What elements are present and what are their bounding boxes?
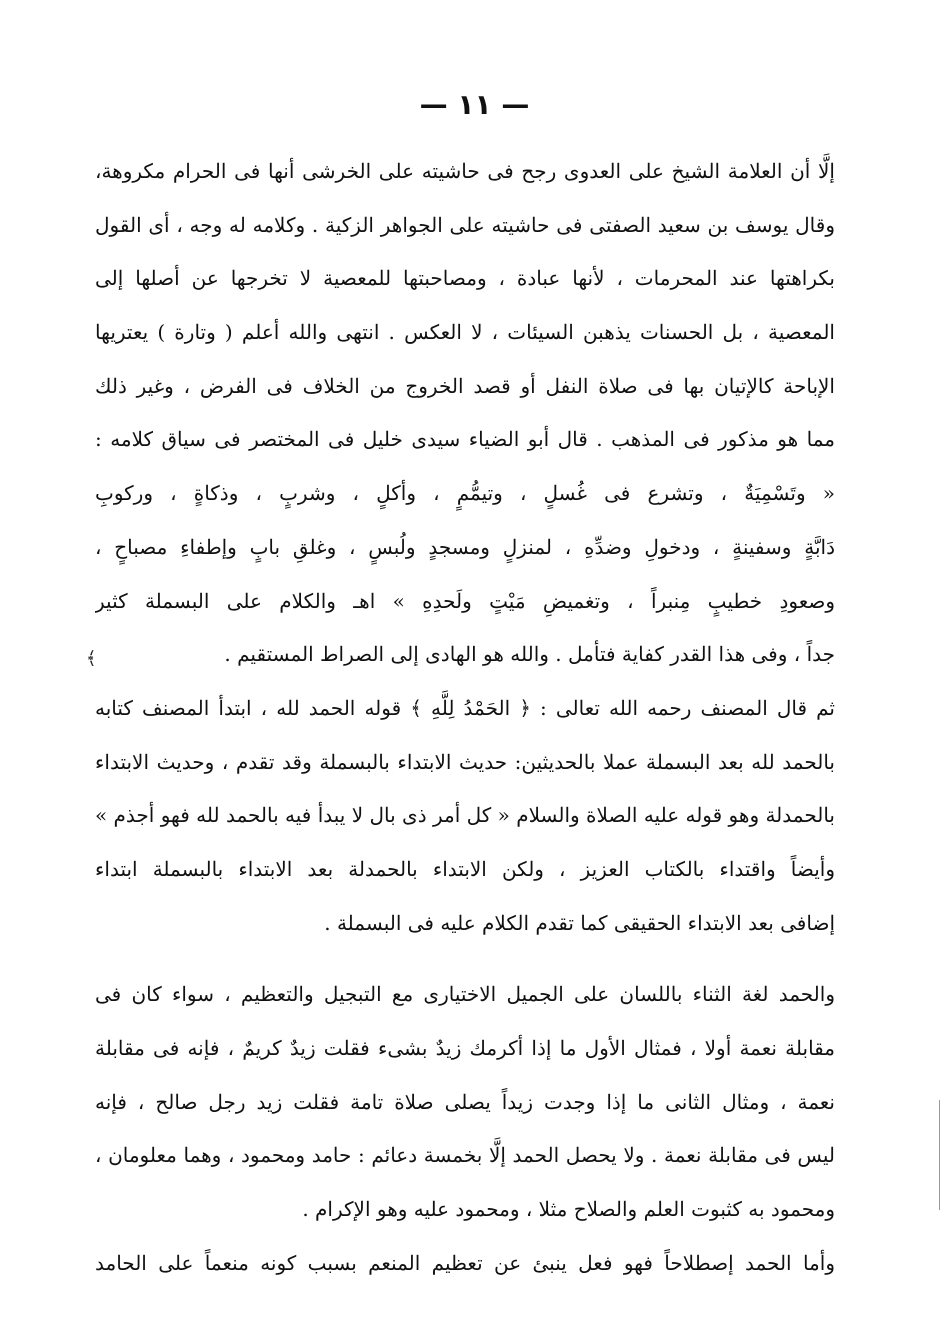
margin-mark: ﴾ <box>86 648 97 669</box>
text-line: بكراهتها عند المحرمات ، لأنها عبادة ، ومصاحبتها للمعصية لا تخرجها عن أصلها إلى <box>95 266 835 291</box>
text-line: « وتَسْمِيَةٌ ، وتشرع فى غُسلٍ ، وتيمُّمٍ ، وأكلٍ ، وشربٍ ، وذكاةٍ ، وركوبِ <box>95 481 835 506</box>
text-line: بالحمدلة وهو قوله عليه الصلاة والسلام « كل أمر ذى بال لا يبدأ فيه بالحمد لله فهو أجذم » <box>95 803 835 828</box>
text-line: ليس فى مقابلة نعمة . ولا يحصل الحمد إلَّا بخمسة دعائم : حامد ومحمود ، وهما معلومان ، <box>95 1143 835 1168</box>
text-line: ثم قال المصنف رحمه الله تعالى : ﴿ الحَمْدُ لِلَّهِ ﴾ قوله الحمد لله ، ابتدأ المصنف كتابه <box>95 695 835 720</box>
text-line: نعمة ، ومثال الثانى ما إذا وجدت زيداً يصلى صلاة تامة فقلت زيد رجل صالح ، فإنه <box>95 1089 835 1114</box>
text-line: بالحمد لله بعد البسملة عملا بالحديثين: حديث الابتداء بالبسملة وقد تقدم ، وحديث الابتداء <box>95 749 835 774</box>
text-line: إلَّا أن العلامة الشيخ على العدوى رجح فى حاشيته على الخرشى أنها فى الحرام مكروهة، <box>95 159 835 183</box>
text-line: مما هو مذكور فى المذهب . قال أبو الضياء سيدى خليل فى المختصر فى سياق كلامه : <box>95 427 835 452</box>
paragraph-gap <box>95 950 835 968</box>
body-text <box>95 145 835 1290</box>
paragraph <box>95 1237 835 1291</box>
paragraph <box>95 145 835 682</box>
text-line: جداً ، وفى هذا القدر كفاية فتأمل . والله هو الهادى إلى الصراط المستقيم . <box>224 642 835 667</box>
text-line: وقال يوسف بن سعيد الصفتى فى حاشيته على الجواهر الزكية . وكلامه له وجه ، أى القول <box>95 212 835 237</box>
text-line: مقابلة نعمة أولا ، فمثال الأول ما إذا أكرمك زيدٌ بشىء فقلت زيدٌ كريمٌ ، فإنه فى مقابلة <box>95 1036 835 1060</box>
text-line: دَابَّةٍ وسفينةٍ ، ودخولِ وضدِّهِ ، لمنزلٍ ومسجدٍ ولُبسٍ ، وغلقِ بابٍ وإطفاءِ مصباحٍ ، <box>95 534 835 559</box>
page-number: — ١١ — <box>419 88 530 121</box>
scan-edge-line <box>939 1100 940 1210</box>
text-line: وأما الحمد إصطلاحاً فهو فعل ينبئ عن تعظيم المنعم بسبب كونه منعماً على الحامد <box>95 1250 835 1275</box>
text-line: الإباحة كالإتيان بها فى صلاة النفل أو قصد الخروج من الخلاف فى الفرض ، وغير ذلك <box>95 373 835 398</box>
paragraph <box>95 968 835 1236</box>
text-line: إضافى بعد الابتداء الحقيقى كما تقدم الكلام عليه فى البسملة . <box>324 910 835 935</box>
text-line: وأيضاً واقتداء بالكتاب العزيز ، ولكن الابتداء بالحمدلة بعد الابتداء بالبسملة ابتداء <box>95 856 835 881</box>
text-line: وصعودِ خطيبٍ مِنبراً ، وتغميضِ مَيْتٍ ولَحدِهِ » اهـ والكلام على البسملة كثير <box>95 588 835 613</box>
text-line: المعصية ، بل الحسنات يذهبن السيئات ، لا العكس . انتهى والله أعلم ( وتارة ) يعتريها <box>95 320 835 345</box>
text-line: ومحمود به كثبوت العلم والصلاح مثلا ، ومحمود عليه وهو الإكرام . <box>302 1197 835 1222</box>
paragraph <box>95 682 835 950</box>
text-line: والحمد لغة الثناء باللسان على الجميل الاختيارى مع التبجيل والتعظيم ، سواء كان فى <box>95 982 835 1007</box>
